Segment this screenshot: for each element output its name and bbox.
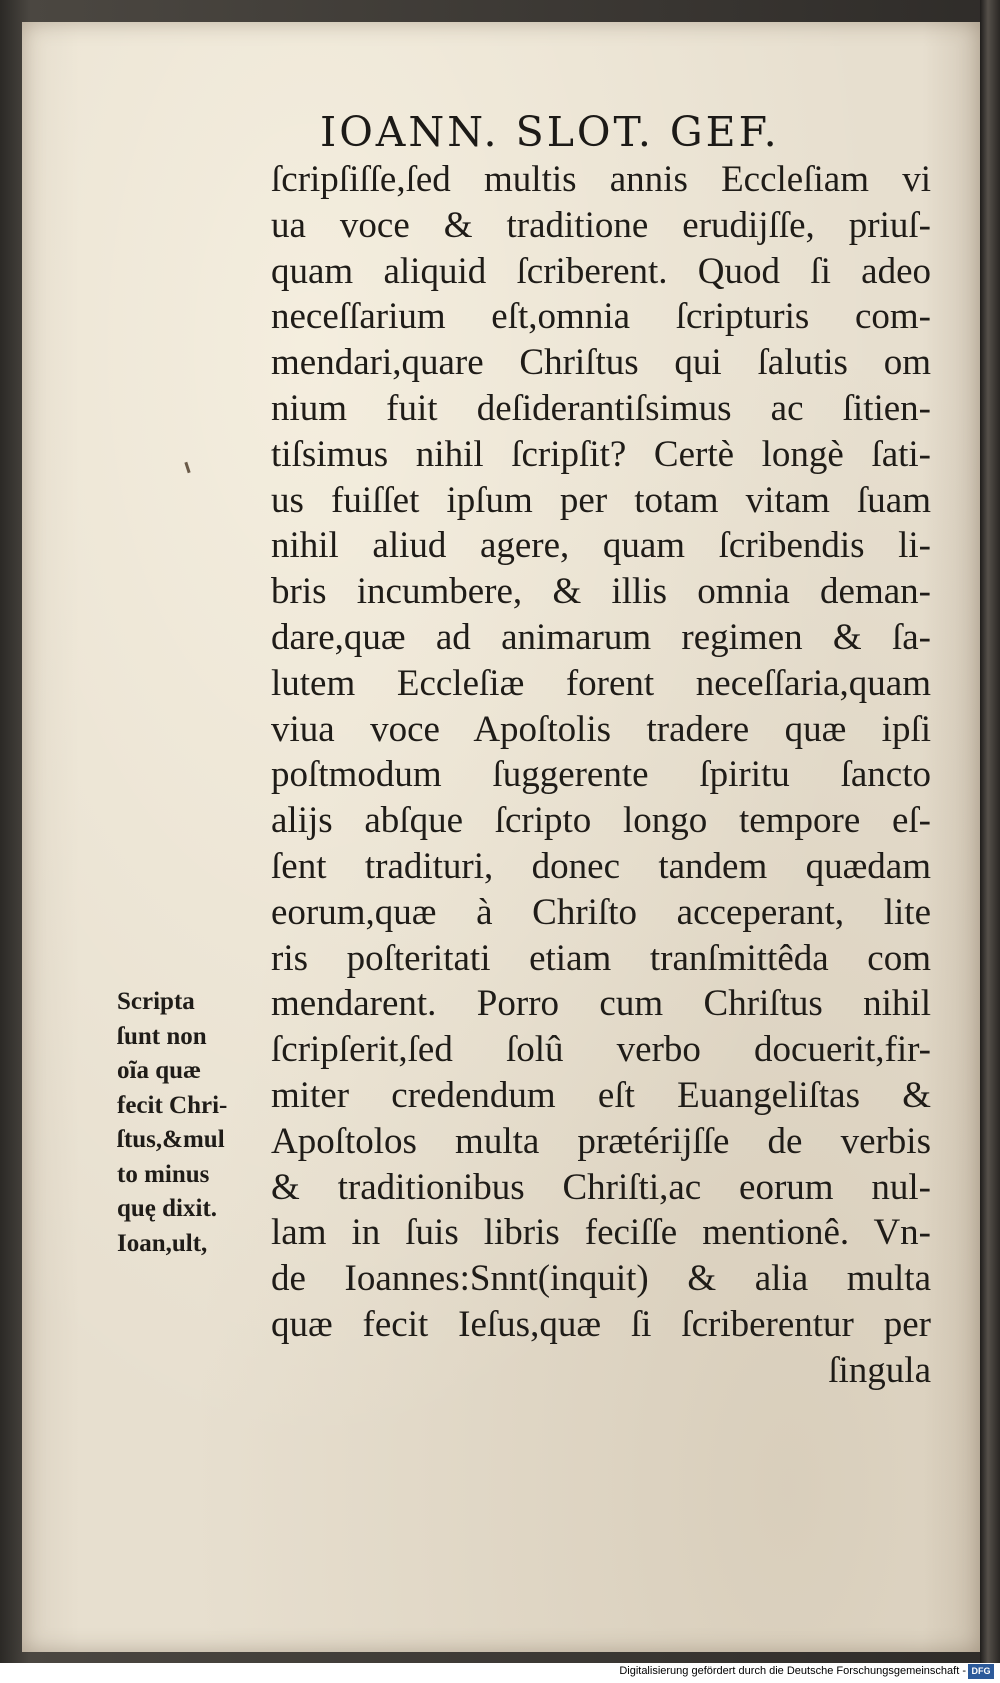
body-line: de Ioannes:Snnt(inquit) & alia multa — [271, 1258, 931, 1300]
catchword: ſingula — [828, 1349, 931, 1391]
body-line: eorum,quæ à Chriſto acceperant, lite — [271, 891, 931, 933]
marginal-note-line: oĩa quæ — [117, 1057, 202, 1084]
body-line: nihil aliud agere, quam ſcribendis li- — [271, 525, 931, 567]
body-line: ſent tradituri, donec tandem quædam — [271, 845, 931, 887]
body-line: ſcripſerit,ſed ſolû verbo docuerit,fir- — [271, 1029, 931, 1071]
running-head: IOANN. SLOT. GEF. — [320, 108, 780, 156]
body-line: miter credendum eſt Euangeliſtas & — [271, 1074, 931, 1116]
body-line: quam aliquid ſcriberent. Quod ſi adeo — [271, 250, 931, 292]
marginal-note-line: to minus — [117, 1160, 210, 1188]
body-line: Apoſtolos multa prætérijſſe de verbis — [271, 1120, 931, 1162]
body-line: mendarent. Porro cum Chriſtus nihil — [271, 983, 931, 1025]
body-line: ua voce & traditione erudijſſe, priuſ- — [271, 204, 931, 246]
marginal-note-line: ſunt non — [117, 1022, 207, 1050]
funding-notice: Digitalisierung gefördert durch die Deutsche Forschungsgemeinschaft - — [619, 1665, 966, 1677]
body-line: alijs abſque ſcripto longo tempore eſ- — [271, 800, 931, 842]
body-text — [271, 157, 931, 1394]
marginal-note — [117, 985, 277, 1261]
marginal-note-line: ſtus,&mul — [117, 1126, 225, 1153]
marginal-note-line: quę dixit. — [117, 1195, 218, 1222]
body-line: ris poſteritati etiam tranſmittêda com — [271, 937, 931, 979]
marginal-note-line: fecit Chri- — [117, 1091, 228, 1119]
body-line: lutem Eccleſiæ forent neceſſaria,quam — [271, 662, 931, 704]
body-line: viua voce Apoſtolis tradere quæ ipſi — [271, 708, 931, 750]
binding-edge — [980, 0, 1000, 1683]
body-line: dare,quæ ad animarum regimen & ſa- — [271, 616, 931, 658]
marginal-note-line: Scripta — [117, 988, 195, 1015]
body-line: quæ fecit Ieſus,quæ ſi ſcriberentur per — [271, 1303, 931, 1345]
body-line: tiſsimus nihil ſcripſit? Certè longè ſati- — [271, 433, 931, 475]
body-line: & traditionibus Chriſti,ac eorum nul- — [271, 1166, 931, 1208]
marginal-note-line: Ioan,ult, — [117, 1229, 208, 1257]
body-line: poſtmodum ſuggerente ſpiritu ſancto — [271, 754, 931, 796]
body-line: lam in ſuis libris feciſſe mentionê. Vn- — [271, 1212, 931, 1254]
body-line: nium fuit deſiderantiſsimus ac ſitien- — [271, 387, 931, 429]
body-line: neceſſarium eſt,omnia ſcripturis com- — [271, 296, 931, 338]
dfg-logo: DFG — [968, 1664, 994, 1679]
body-line: bris incumbere, & illis omnia deman- — [271, 571, 931, 613]
body-line: ſcripſiſſe,ſed multis annis Eccleſiam vi — [271, 159, 931, 200]
body-line: us fuiſſet ipſum per totam vitam ſuam — [271, 479, 931, 521]
body-line: mendari,quare Chriſtus qui ſalutis om — [271, 342, 931, 384]
